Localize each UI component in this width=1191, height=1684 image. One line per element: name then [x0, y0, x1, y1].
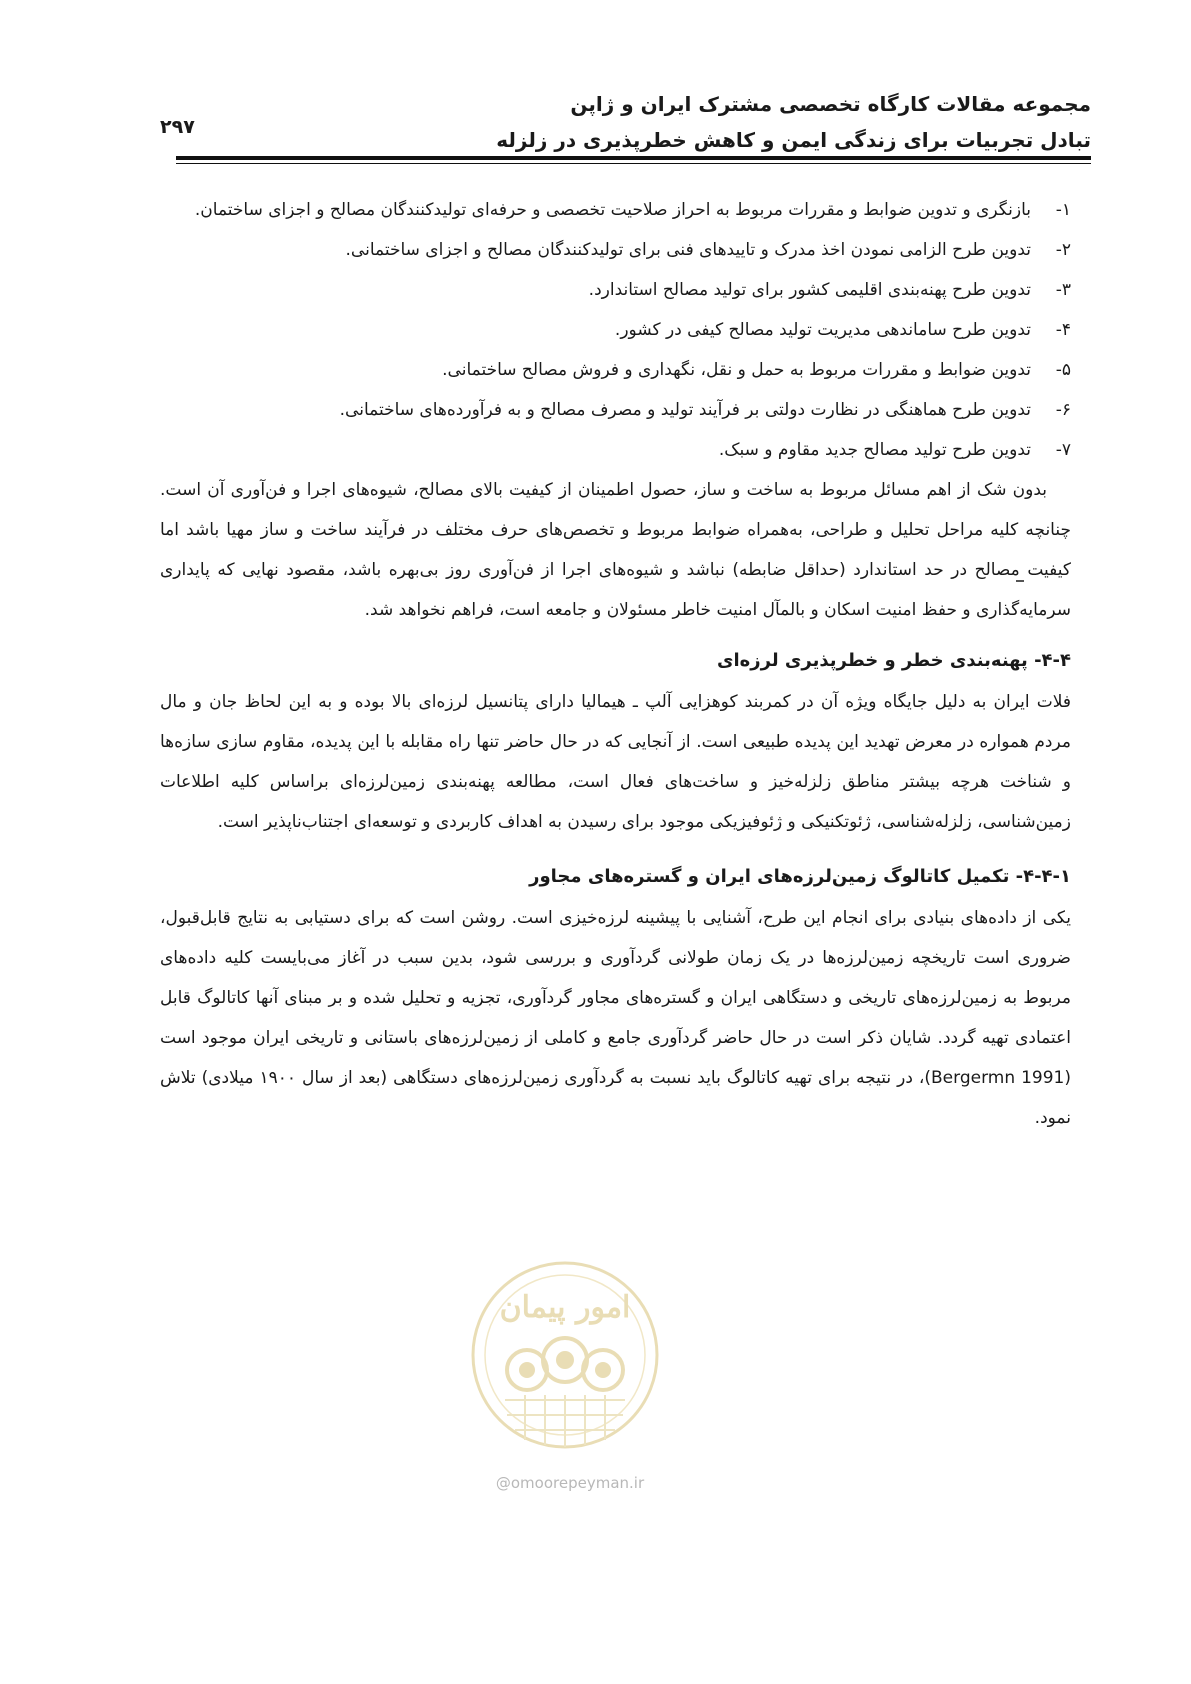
- list-item-text: تدوین طرح الزامی نمودن اخذ مدرک و تاییدهای فنی برای تولیدکنندگان مصالح و اجزای ساختمانی.: [345, 240, 1031, 260]
- header-title-line1: مجموعه مقالات کارگاه تخصصی مشترک ایران و ژاپن: [570, 92, 1091, 116]
- paragraph-seismic-hazard: فلات ایران به دلیل جایگاه ویژه آن در کمربند کوهزایی آلپ ـ هیمالیا دارای پتانسیل لرزه‌ای بالا بوده و به این لحاظ جان و مال مردم همواره در معرض تهدید این پدیده طبیعی است. از آنجایی که در حال حاضر تنها راه مقابله با این پدیده، مقاوم سازی سازه‌ها و شناخت هرچه بیشتر مناطق زلزله‌خیز و ساخت‌های فعال است، مطالعه پهنه‌بندی زمین‌لرزه‌ای براساس کلیه اطلاعات زمین‌شناسی، زلزله‌شناسی، ژئوتکنیکی و ژئوفیزیکی موجود برای رسیدن به اهداف کاربردی و توسعه‌ای اجتناب‌ناپذیر است.: [160, 692, 1071, 832]
- header-titles: [371, 86, 1091, 158]
- list-item: [160, 270, 1071, 310]
- list-item-text: تدوین ضوابط و مقررات مربوط به حمل و نقل، نگهداری و فروش مصالح ساختمانی.: [442, 360, 1031, 380]
- list-item-number: ۳-: [1055, 280, 1071, 300]
- list-item-number: ۴-: [1055, 320, 1071, 340]
- list-item: [160, 310, 1071, 350]
- list-item-number: ۶-: [1055, 400, 1071, 420]
- header-title-line2: تبادل تجربیات برای زندگی ایمن و کاهش خطرپذیری در زلزله: [496, 128, 1091, 152]
- watermark-logo-text: امور پیمان: [499, 1290, 631, 1325]
- list-item-text: تدوین طرح ساماندهی مدیریت تولید مصالح کیفی در کشور.: [614, 320, 1031, 340]
- subsection-heading: ۴-۴-۱- تکمیل کاتالوگ زمین‌لرزه‌های ایران و گستره‌های مجاور: [529, 866, 1071, 887]
- list-item-number: ۲-: [1055, 240, 1071, 260]
- list-item: [160, 190, 1071, 230]
- body-text: [160, 190, 1071, 1138]
- list-item: [160, 390, 1071, 430]
- paragraph-materials-quality: بدون شک از اهم مسائل مربوط به ساخت و ساز، حصول اطمینان از کیفیت بالای مصالح، شیوه‌های اجرا و فن‌آوری آن است. چنانچه کلیه مراحل تحلیل و طراحی، به‌همراه ضوابط مربوط و تخصص‌های حرف مختلف در فرآیند ساخت و ساز مهیا باشد اما کیفیت مصالح در حد استاندارد (حداقل ضابطه) نباشد و شیوه‌های اجرا از فن‌آوری روز بی‌بهره باشد، مقصود نهایی که پایداری سرمایه‌گذاری و حفظ امنیت اسکان و بالمآل امنیت خاطر مسئولان و جامعه است، فراهم نخواهد شد.: [160, 480, 1071, 620]
- watermark-logo: [465, 1255, 665, 1465]
- list-item-number: ۷-: [1055, 440, 1071, 460]
- list-item-text: تدوین طرح پهنه‌بندی اقلیمی کشور برای تولید مصالح استاندارد.: [588, 280, 1031, 300]
- list-item-text: تدوین طرح تولید مصالح جدید مقاوم و سبک.: [718, 440, 1031, 460]
- recommendation-list: [160, 190, 1071, 470]
- paragraph-earthquake-catalog: یکی از داده‌های بنیادی برای انجام این طرح، آشنایی با پیشینه لرزه‌خیزی است. روشن است که برای دستیابی به نتایج قابل‌قبول، ضروری است تاریخچه زمین‌لرزه‌ها در یک زمان طولانی گردآوری و بررسی شود، بدین سبب در آغاز می‌بایست کلیه داده‌های مربوط به زمین‌لرزه‌های تاریخی و دستگاهی ایران و گستره‌های مجاور گردآوری، تجزیه و تحلیل شده و بر مبنای آنها کاتالوگ قابل اعتمادی تهیه گردد. شایان ذکر است در حال حاضر گردآوری جامع و کاملی از زمین‌لرزه‌های باستانی و تاریخی ایران موجود است (Bergermn 1991)، در نتیجه برای تهیه کاتالوگ باید نسبت به گردآوری زمین‌لرزه‌های دستگاهی (بعد از سال ۱۹۰۰ میلادی) تلاش نمود.: [160, 908, 1071, 1128]
- header-rule-thick: [176, 156, 1091, 160]
- header-rule-thin: [176, 163, 1091, 164]
- margin-mark: [1016, 580, 1024, 582]
- section-heading: ۴-۴- پهنه‌بندی خطر و خطرپذیری لرزه‌ای: [717, 650, 1071, 671]
- watermark-url: @omoorepeyman.ir: [495, 1474, 645, 1492]
- list-item-text: تدوین طرح هماهنگی در نظارت دولتی بر فرآیند تولید و مصرف مصالح و به فرآورده‌های ساختمانی.: [339, 400, 1031, 420]
- list-item-text: بازنگری و تدوین ضوابط و مقررات مربوط به احراز صلاحیت تخصصی و حرفه‌ای تولیدکنندگان مصالح و اجزای ساختمان.: [194, 200, 1031, 220]
- list-item-number: ۱-: [1055, 200, 1071, 220]
- list-item: [160, 430, 1071, 470]
- list-item: [160, 350, 1071, 390]
- list-item-number: ۵-: [1055, 360, 1071, 380]
- page-number: ۲۹۷: [160, 116, 195, 138]
- list-item: [160, 230, 1071, 270]
